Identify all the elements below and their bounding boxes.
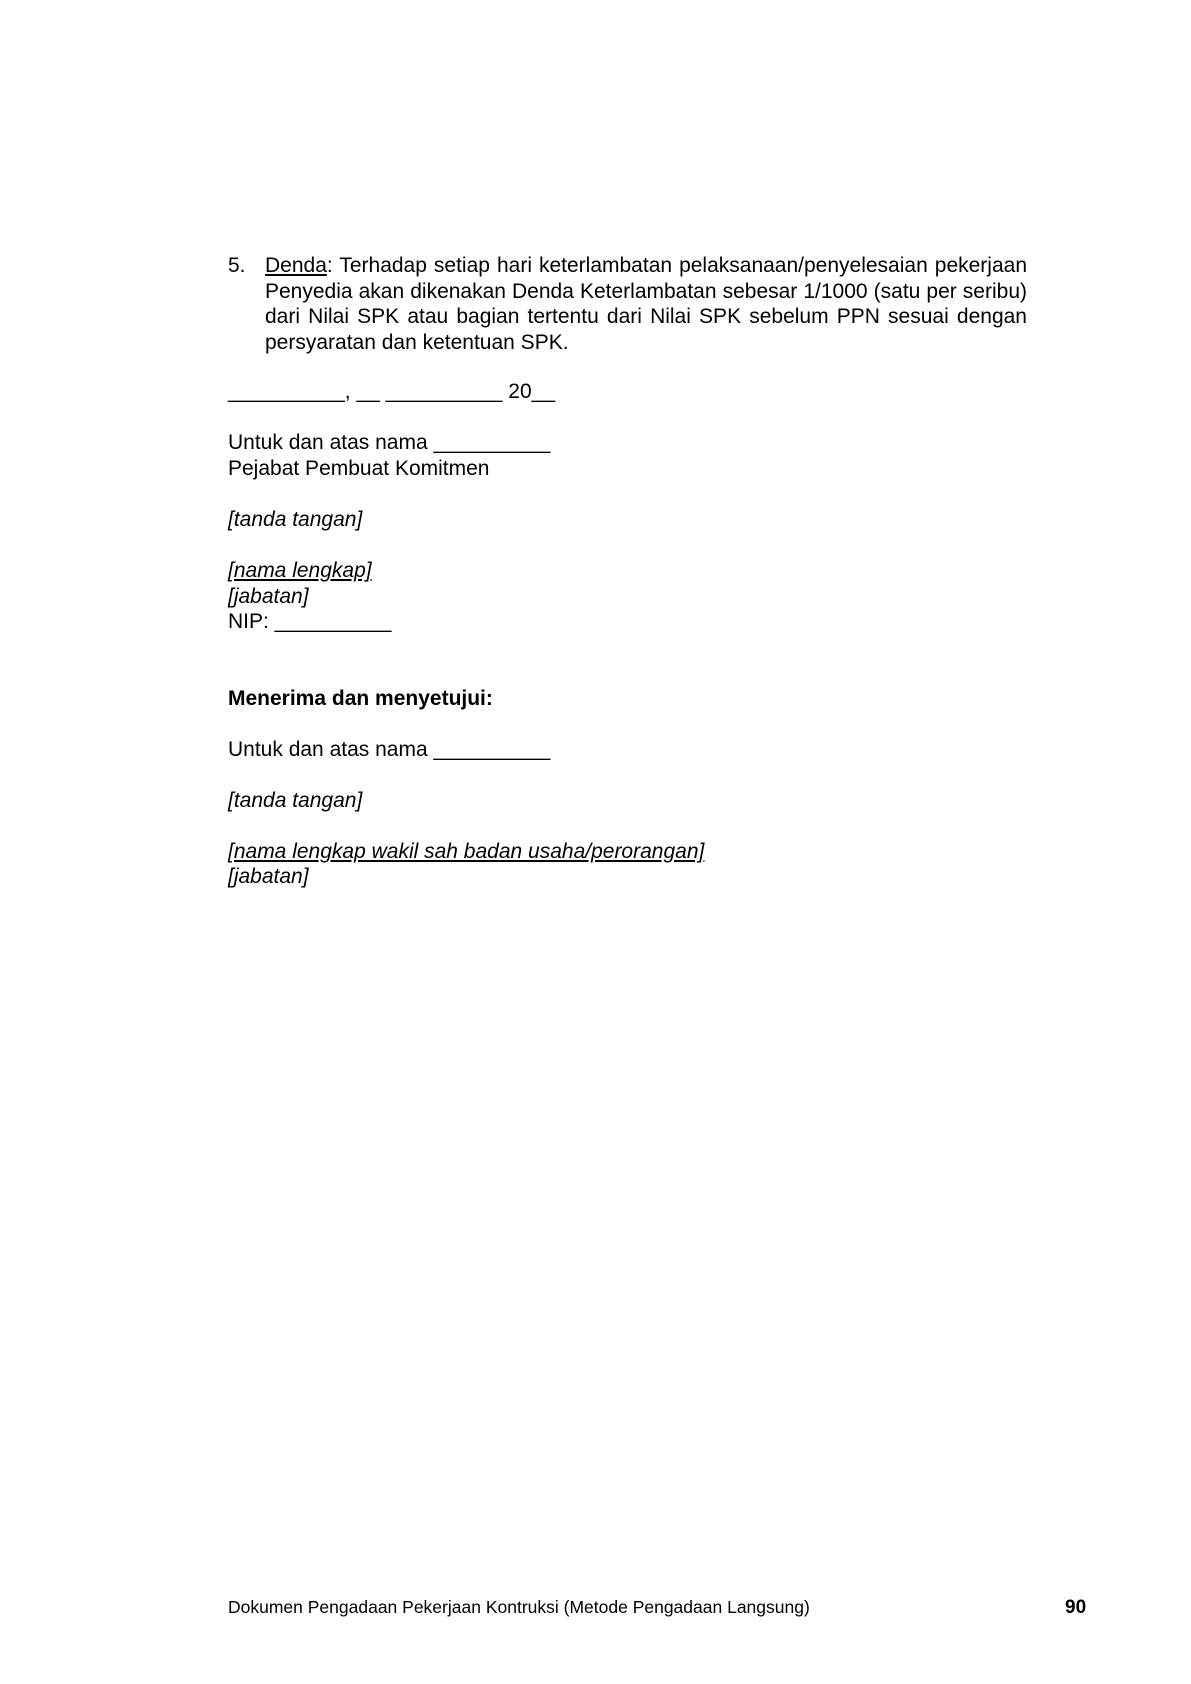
ppk-signature-placeholder: [tanda tangan] [228,508,363,531]
acceptance-heading: Menerima dan menyetujui: [228,687,493,710]
ppk-on-behalf: Untuk dan atas nama __________ [228,431,551,454]
clause-5 [228,253,1027,355]
date-line: __________, __ __________ 20__ [228,380,555,403]
provider-position: [jabatan] [228,865,309,888]
ppk-nip: NIP: __________ [228,610,392,633]
clause-text: : Terhadap setiap hari keterlambatan pelaksanaan/penyelesaian pekerjaan Penyedia akan dikenakan Denda Keterlambatan sebesar 1/1000 (satu per seribu) dari Nilai SPK atau bagian tertentu dari Nilai SPK sebelum PPN sesuai dengan persyaratan dan ketentuan SPK. [265,254,1027,354]
clause-number: 5. [228,254,246,277]
ppk-full-name: [nama lengkap] [228,559,372,582]
footer-document-title: Dokumen Pengadaan Pekerjaan Kontruksi (Metode Pengadaan Langsung) [228,1597,810,1617]
provider-on-behalf: Untuk dan atas nama __________ [228,738,551,761]
footer-page-number: 90 [1065,1597,1087,1618]
ppk-position: [jabatan] [228,585,309,608]
clause-term: Denda [265,254,327,277]
provider-signature-placeholder: [tanda tangan] [228,789,363,812]
clause-body [265,253,1027,355]
ppk-role: Pejabat Pembuat Komitmen [228,457,490,480]
provider-full-name: [nama lengkap wakil sah badan usaha/perorangan] [228,840,705,863]
